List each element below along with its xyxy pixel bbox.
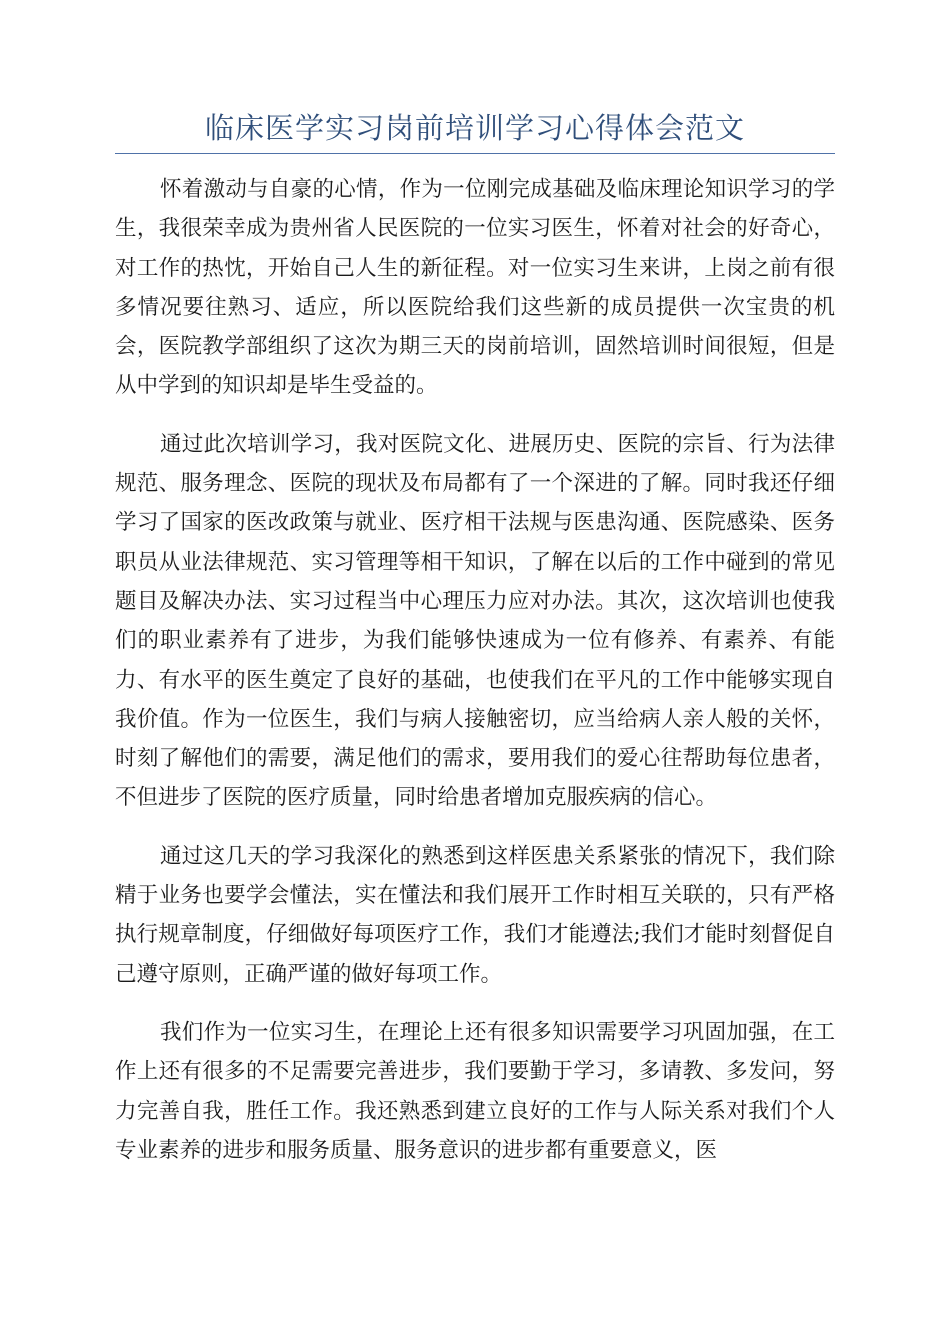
paragraph-2: 通过此次培训学习，我对医院文化、进展历史、医院的宗旨、行为法律规范、服务理念、医院的现状及布局都有了一个深进的了解。同时我还仔细学习了国家的医改政策与就业、医疗相干法规与医患沟通、医院感染、医务职员从业法律规范、实习管理等相干知识，了解在以后的工作中碰到的常见题目及解决办法、实习过程当中心理压力应对办法。其次，这次培训也使我们的职业素养有了进步，为我们能够快速成为一位有修养、有素养、有能力、有水平的医生奠定了良好的基础，也使我们在平凡的工作中能够实现自我价值。作为一位医生，我们与病人接触密切，应当给病人亲人般的关怀，时刻了解他们的需要，满足他们的需求，要用我们的爱心往帮助每位患者，不但进步了医院的医疗质量，同时给患者增加克服疾病的信心。 (115, 431, 835, 811)
paragraph-3: 通过这几天的学习我深化的熟悉到这样医患关系紧张的情况下，我们除精于业务也要学会懂法，实在懂法和我们展开工作时相互关联的，只有严格执行规章制度，仔细做好每项医疗工作，我们才能遵法;我们才能时刻督促自己遵守原则，正确严谨的做好每项工作。 (115, 843, 835, 987)
document-body (115, 170, 835, 1189)
document-title: 临床医学实习岗前培训学习心得体会范文 (204, 111, 745, 145)
paragraph-4: 我们作为一位实习生，在理论上还有很多知识需要学习巩固加强，在工作上还有很多的不足需要完善进步，我们要勤于学习，多请教、多发问，努力完善自我，胜任工作。我还熟悉到建立良好的工作与人际关系对我们个人专业素养的进步和服务质量、服务意识的进步都有重要意义，医 (115, 1019, 835, 1163)
paragraph-1: 怀着激动与自豪的心情，作为一位刚完成基础及临床理论知识学习的学生，我很荣幸成为贵州省人民医院的一位实习医生，怀着对社会的好奇心，对工作的热忱，开始自己人生的新征程。对一位实习生来讲，上岗之前有很多情况要往熟习、适应，所以医院给我们这些新的成员提供一次宝贵的机会，医院教学部组织了这次为期三天的岗前培训，固然培训时间很短，但是从中学到的知识却是毕生受益的。 (115, 177, 835, 399)
title-underline (115, 153, 835, 154)
